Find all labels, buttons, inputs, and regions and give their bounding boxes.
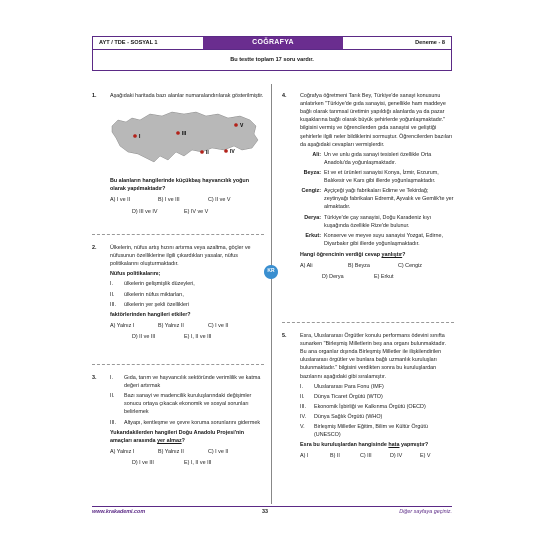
map-label-i: I [139, 134, 141, 141]
option-b[interactable]: B) I ve III [158, 197, 180, 204]
option-d[interactable]: D) II ve III [132, 333, 156, 340]
publisher-logo: KR [264, 265, 278, 279]
map-label-iii: III [182, 131, 187, 138]
question-number: 1. [92, 93, 97, 99]
student-answer: Erkut: Konserve ve meyve suyu sanayisi Yozgat, Edirne, Diyarbakır gibi illerde yoğunlaşmaktadır. [305, 232, 443, 247]
question-stem: Ülkelerin, nüfus artış hızını artırma veya azaltma, göçler ve nüfusunun özelliklerine ilgili çıkardıkları yasalar, nüfus politikalarını oluşturmaktadır. [110, 245, 251, 268]
subject-title: COĞRAFYA [203, 37, 343, 49]
option-b[interactable]: B) Yalnız II [158, 322, 184, 329]
question-prompt: Hangi öğrencinin verdiği cevap yanlıştır? [300, 251, 406, 258]
question-1 [92, 92, 264, 216]
option-a[interactable]: A) I [300, 453, 309, 460]
question-separator [92, 364, 264, 365]
option-e[interactable]: E) I, II ve III [184, 459, 212, 466]
question-number: 2. [92, 245, 97, 251]
page-number: 33 [262, 509, 268, 515]
question-3 [92, 374, 264, 467]
next-page-note: Diğer sayfaya geçiniz. [399, 509, 452, 515]
list-item: III. Ekonomik İşbirliği ve Kalkınma Örgütü (OECD) [300, 403, 426, 410]
map-label-iv: IV [230, 149, 235, 156]
question-prompt: faktörlerinden hangileri etkiler? [110, 311, 191, 318]
list-item: III. Altyapı, kentleşme ve çevre koruma sorunlarını gidermek [110, 419, 261, 426]
option-c[interactable]: C) I ve II [208, 322, 229, 329]
options-row [300, 452, 454, 460]
question-4 [282, 92, 454, 281]
marker-v [234, 123, 238, 127]
list-item: II. Dünya Ticaret Örgütü (WTO) [300, 393, 383, 400]
student-answer: Derya: Türkiye'de çay sanayisi, Doğu Karadeniz kıyı kuşağında özellikle Rize'de bulunur. [304, 214, 432, 229]
student-answer: Ali: Un ve unlu gıda sanayi tesisleri özellikle Orta Anadolu'da yoğunlaşmaktadır. [312, 151, 432, 166]
column-divider [271, 84, 272, 504]
map-label-v: V [240, 123, 244, 130]
question-stem: Coğrafya öğretmeni Tarık Bey, Türkiye'de sanayi konusunu anlatırken "Türkiye'de gıda sanayisi, genellikle ham maddeye bağlı olarak tarımsal üretimin yapıldığı alanlarda ya da pazar kuşaklarına bağlı olarak büyük şehirlerde yoğunlaşmaktadır." bilgisini vermiş ve öğrencilerden gıda sanayisi ve geliştiği şehirlerle ilgili neler bildiklerini sormuştur. Öğrencilerden bazıları da aşağıdaki cevapları vermişlerdir. [300, 93, 453, 148]
turkey-map [110, 106, 264, 171]
question-separator [282, 322, 454, 323]
marker-i [133, 134, 137, 138]
list-item: I. Gıda, tarım ve hayvancılık sektöründe verimlilik ve katma değeri artırmak [110, 375, 261, 390]
option-c[interactable]: C) III [360, 453, 372, 460]
option-a[interactable]: A) Yalnız I [110, 322, 135, 329]
list-item: V. Birleşmiş Milletler Eğitim, Bilim ve Kültür Örgütü (UNESCO) [300, 424, 428, 439]
option-e[interactable]: E) IV ve V [184, 208, 209, 215]
option-e[interactable]: E) Erkut [374, 274, 394, 281]
website-link[interactable]: www.krakademi.com [92, 509, 146, 515]
marker-iii [176, 131, 180, 135]
option-a[interactable]: A) Yalnız I [110, 448, 135, 455]
options-row-1 [300, 262, 454, 270]
option-d[interactable]: D) I ve III [132, 459, 154, 466]
edition-label: Deneme - 8 [415, 39, 445, 46]
option-d[interactable]: D) III ve IV [132, 208, 158, 215]
list-item: II. ülkelerin nüfus miktarları, [110, 291, 184, 298]
question-5 [282, 332, 454, 461]
question-prompt: Bu alanların hangilerinde küçükbaş hayvancılık yoğun olarak yapılmaktadır? [110, 178, 249, 193]
options-row-1 [110, 196, 264, 204]
option-d[interactable]: D) Derya [322, 274, 344, 281]
option-c[interactable]: C) I ve II [208, 448, 229, 455]
list-item: I. ülkelerin gelişmişlik düzeyleri, [110, 281, 195, 288]
options-row-2 [110, 333, 264, 341]
option-b[interactable]: B) Yalnız II [158, 448, 184, 455]
options-row-2 [110, 208, 264, 216]
options-row-1 [110, 322, 264, 330]
question-number: 4. [282, 93, 287, 99]
question-stem: Esra, Uluslararası Örgütler konulu performans ödevini sınıfta sunarken "Birleşmiş Milletlerin beş ana organı bulunmaktadır. Bu ana organlar dışında Birleşmiş Milletler ile ilişkilendirilen uluslararası örgütler ve bunlara bağlı uzmanlık kuruluşları bulunmaktadır." bilgisini verdikten sonra bu kuruluşlardan bazılarını aşağıdaki gibi sıralamıştır. [300, 333, 447, 380]
footer-line [92, 506, 452, 507]
options-row-2 [110, 459, 264, 467]
student-answer: Beyza: Et ve et ürünleri sanayisi Konya, İzmir, Erzurum, Balıkesir ve Kars gibi illerde yoğunlaşmaktadır. [303, 169, 439, 185]
option-c[interactable]: C) Cengiz [398, 263, 422, 270]
page-footer [92, 508, 452, 518]
question-separator [92, 234, 264, 235]
question-stem: Aşağıdaki haritada bazı alanlar numaralandırılarak gösterilmiştir. [110, 93, 264, 99]
header-bar [92, 36, 452, 50]
marker-iv [224, 149, 228, 153]
option-a[interactable]: A) Ali [300, 263, 313, 270]
question-number: 3. [92, 375, 97, 381]
option-c[interactable]: C) II ve V [208, 197, 231, 204]
option-b[interactable]: B) II [330, 453, 340, 460]
option-e[interactable]: E) I, II ve III [184, 333, 212, 340]
option-e[interactable]: E) V [420, 453, 431, 460]
marker-ii [200, 150, 204, 154]
list-item: II. Bazı sanayi ve madencilik kuruluşlarındaki değişimler sonucu ortaya çıkacak ekonomik ve sosyal sorunları belirlemek [110, 393, 252, 416]
option-d[interactable]: D) IV [390, 453, 403, 460]
student-answer: Cengiz: Ayçiçeği yağı fabrikaları Edirne ve Tekirdağ; zeytinyağı fabrikaları Edremit, Ayvalık ve Gemlik'te yer almaktadır. [301, 188, 454, 211]
question-number: 5. [282, 333, 287, 339]
exam-title: AYT / TDE - SOSYAL 1 [99, 39, 158, 46]
list-item: I. Uluslararası Para Fonu (IMF) [300, 383, 384, 390]
question-sub: Nüfus politikalarını; [110, 271, 161, 278]
option-a[interactable]: A) I ve II [110, 197, 131, 204]
question-2 [92, 244, 264, 341]
question-prompt: Yukarıdakilerden hangileri Doğu Anadolu Projesi'nin amaçları arasında yer almaz? [110, 429, 245, 444]
list-item: IV. Dünya Sağlık Örgütü (WHO) [300, 413, 383, 420]
list-item: III. ülkelerin yer şekli özellikleri [110, 301, 190, 308]
options-row-1 [110, 448, 264, 456]
map-label-ii: II [206, 150, 209, 157]
option-b[interactable]: B) Beyza [348, 263, 370, 270]
question-prompt: Esra bu kuruluşlardan hangisinde hata yapmıştır? [300, 442, 429, 449]
question-count-notice: Bu testte toplam 17 soru vardır. [92, 50, 452, 71]
options-row-2 [300, 273, 454, 281]
